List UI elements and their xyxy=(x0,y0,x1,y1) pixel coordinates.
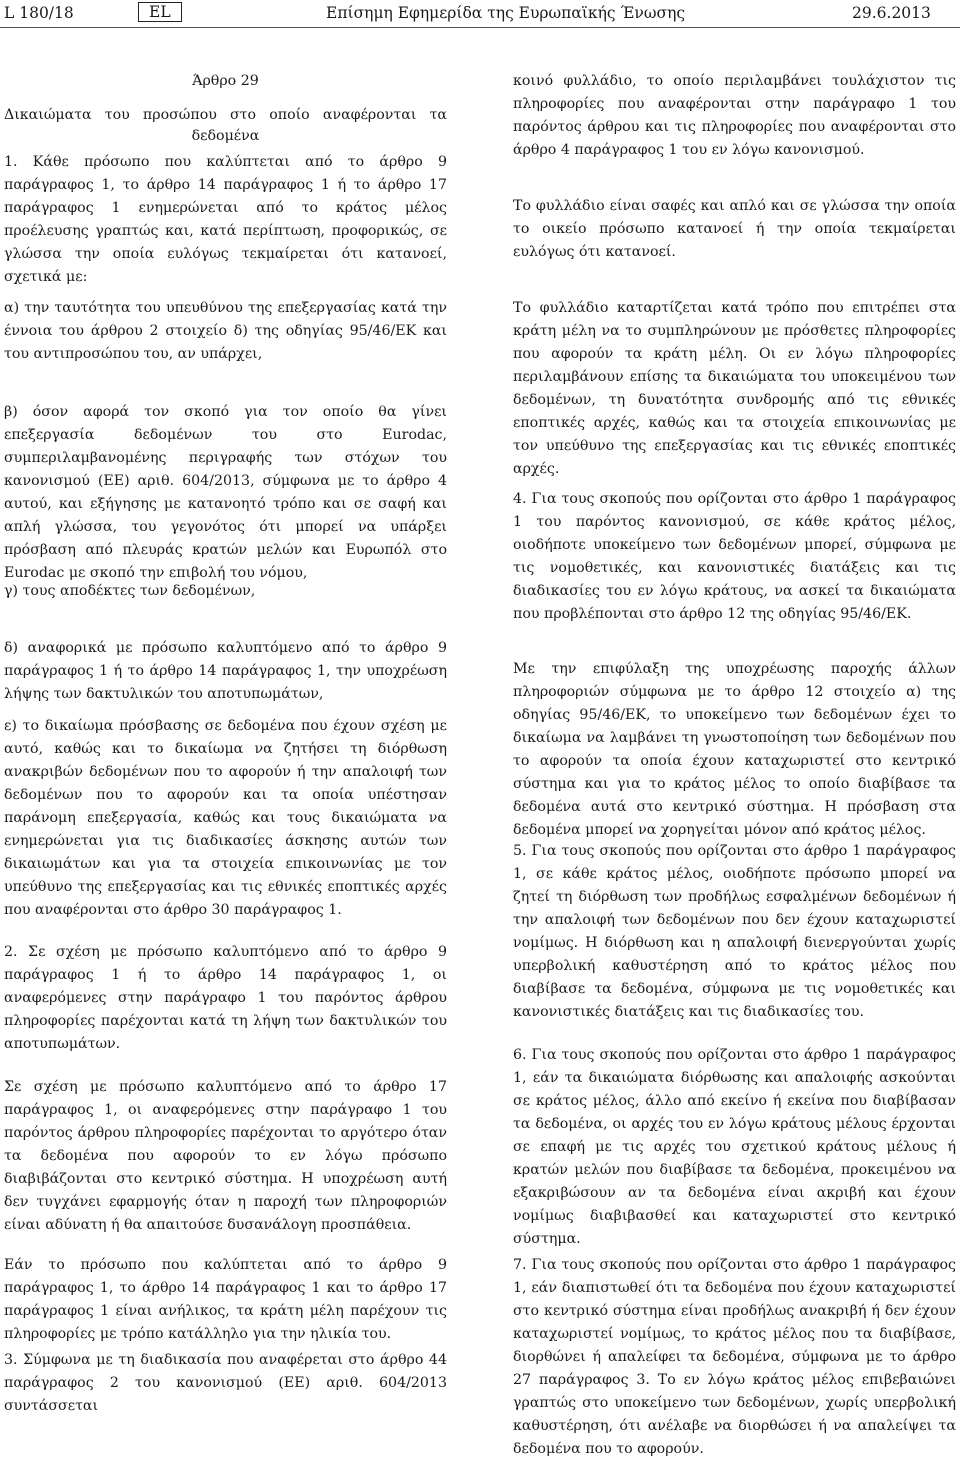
point-b: β) όσον αφορά τον σκοπό για τον οποίο θα γίνει επεξεργασία δεδομένων του στο Eurodac, συμπεριλαμβανομένης περιγραφής των στόχων του κανονισμού (ΕΕ) αριθ. 604/2013, σύμφωνα με το άρθρο 4 αυτού, και εξήγησης με κατανοητό τρόπο και σε σαφή και απλή γλώσσα, του γεγονότος ότι μπορεί να υπάρξει πρόσβαση από πλευράς κρατών μελών και Ευρωπόλ στο Eurodac με σκοπό την επιβολή του νόμου, xyxy=(4,404,447,581)
leaflet-clarity: Το φυλλάδιο είναι σαφές και απλό και σε γλώσσα την οποία το οικείο πρόσωπο κατανοεί ή την οποία τεκμαίρεται ευλόγως ότι κατανοεί. xyxy=(513,198,956,260)
point-e: ε) το δικαίωμα πρόσβασης σε δεδομένα που έχουν σχέση με αυτό, καθώς και το δικαίωμα να ζητήσει τη διόρθωση ανακριβών δεδομένων που το αφορούν ή την απαλοιφή των δεδομένων που το αφορούν και τα οποία υπέστησαν παράνομη επεξεργασία, καθώς και τους δικαιώματα να ενημερώνεται για τις διαδικασίες άσκησης αυτών των δικαιωμάτων και για τα στοιχεία επικοινωνίας με τον υπεύθυνο της επεξεργασίας και τις εθνικές εποπτικές αρχές που αναφέρονται στο άρθρο 30 παράγραφος 1. xyxy=(4,718,447,918)
journal-title: Επίσημη Εφημερίδα της Ευρωπαϊκής Ένωσης xyxy=(326,4,686,22)
paragraph-4: 4. Για τους σκοπούς που ορίζονται στο άρθρο 1 παράγραφος 1 του παρόντος κανονισμού, σε κάθε κράτος μέλος, οιοδήποτε υποκείμενο των δεδομένων μπορεί, σύμφωνα με τις νομοθετικές, και κανονιστικές διατάξεις και τις διαδικασίες του εν λόγω κράτους, να ασκεί τα δικαιώματα που προβλέπονται στο άρθρο 12 της οδηγίας 95/46/ΕΚ. xyxy=(513,491,956,622)
paragraph-7: 7. Για τους σκοπούς που ορίζονται στο άρθρο 1 παράγραφος 1, εάν διαπιστωθεί ότι τα δεδομένα που έχουν καταχωριστεί στο κεντρικό σύστημα είναι προδήλως ανακριβή ή δεν έχουν καταχωριστεί νομίμως, το κράτος μέλος που τα διαβίβασε, διορθώνει ή απαλείφει τα δεδομένα, σύμφωνα με το άρθρο 27 παράγραφος 3. Το εν λόγω κράτος μέλος επιβεβαιώνει γραπτώς στο υποκείμενο των δεδομένων, χωρίς υπερβολική καθυστέρηση, ότι ανέλαβε να διορθώσει ή να απαλείψει τα δεδομένα που το αφορούν. xyxy=(513,1257,956,1457)
paragraph-5: 5. Για τους σκοπούς που ορίζονται στο άρθρο 1 παράγραφος 1, σε κάθε κράτος μέλος, οιοδήποτε πρόσωπο μπορεί να ζητεί τη διόρθωση των προδήλως εσφαλμένων δεδομένων ή την απαλοιφή των δεδομένων που δεν έχουν καταχωριστεί νομίμως. Η διόρθωση και η απαλοιφή διενεργούνται χωρίς υπερβολική καθυστέρηση από το κράτος μέλος που διαβίβασε τα δεδομένα, σύμφωνα με τις νομοθετικές και κανονιστικές διατάξεις και τις διαδικασίες του. xyxy=(513,843,956,1020)
paragraph-2-second: Σε σχέση με πρόσωπο καλυπτόμενο από το άρθρο 17 παράγραφος 1, οι αναφερόμενες στην παράγραφο 1 του παρόντος άρθρου πληροφορίες παρέχονται το αργότερο όταν τα δεδομένα που αφορούν το εν λόγω πρόσωπο διαβιβάζονται στο κεντρικό σύστημα. Η υποχρέωση αυτή δεν τυγχάνει εφαρμογής όταν η παροχή των πληροφοριών είναι αδύνατη ή θα απαιτούσε δυσανάλογη προσπάθεια. xyxy=(4,1079,447,1233)
leaflet-supplement: Το φυλλάδιο καταρτίζεται κατά τρόπο που επιτρέπει στα κράτη μέλη να το συμπληρώνουν με πρόσθετες πληροφορίες που αφορούν τα κράτη μέλη. Οι εν λόγω πληροφορίες περιλαμβάνουν επίσης τα δικαιώματα του υποκειμένου των δεδομένων, τη δυνατότητα συνδρομής από τις εθνικές εποπτικές αρχές, καθώς και τα στοιχεία επικοινωνίας με τον υπεύθυνο της επεξεργασίας και τις εθνικές εποπτικές αρχές. xyxy=(513,300,956,477)
point-d: δ) αναφορικά με πρόσωπο καλυπτόμενο από το άρθρο 9 παράγραφος 1 ή το άρθρο 14 παράγραφος 1, την υποχρέωση λήψης των δακτυλικών του αποτυπωμάτων, xyxy=(4,640,447,702)
page-reference: L 180/18 xyxy=(4,4,74,22)
paragraph-2-third: Εάν το πρόσωπο που καλύπτεται από το άρθρο 9 παράγραφος 1, το άρθρο 14 παράγραφος 1 και το άρθρο 17 παράγραφος 1 είναι ανήλικος, τα κράτη μέλη παρέχουν τις πληροφορίες με τρόπο κατάλληλο για την ηλικία του. xyxy=(4,1257,447,1342)
paragraph-2: 2. Σε σχέση με πρόσωπο καλυπτόμενο από το άρθρο 9 παράγραφος 1 ή το άρθρο 14 παράγραφος 1, οι αναφερόμενες στην παράγραφο 1 του παρόντος άρθρου πληροφορίες παρέχονται κατά τη λήψη των δακτυλικών του αποτυπωμάτων. xyxy=(4,944,447,1052)
paragraph-1: 1. Κάθε πρόσωπο που καλύπτεται από το άρθρο 9 παράγραφος 1, το άρθρο 14 παράγραφος 1 ή το άρθρο 17 παράγραφος 1 ενημερώνεται από το κράτος μέλος προέλευσης γραπτώς και, κατά περίπτωση, προφορικώς, σε γλώσσα την οποία ευλόγως τεκμαίρεται ότι κατανοεί, σχετικά με: xyxy=(4,154,447,285)
point-a: α) την ταυτότητα του υπευθύνου της επεξεργασίας κατά την έννοια του άρθρου 2 στοιχείο δ) της οδηγίας 95/46/ΕΚ και του αντιπροσώπου του, αν υπάρχει, xyxy=(4,300,447,362)
article-number: Άρθρο 29 xyxy=(192,73,259,89)
publication-date: 29.6.2013 xyxy=(852,4,931,22)
leaflet-content: κοινό φυλλάδιο, το οποίο περιλαμβάνει τουλάχιστον τις πληροφορίες που αναφέρονται στην παράγραφο 1 του παρόντος άρθρου και τις πληροφορίες που αναφέρονται στο άρθρο 4 παράγραφος 1 του εν λόγω κανονισμού. xyxy=(513,73,956,158)
point-c: γ) τους αποδέκτες των δεδομένων, xyxy=(4,583,256,599)
page-header xyxy=(0,0,960,26)
article-title-line-2: δεδομένα xyxy=(191,128,260,144)
paragraph-3: 3. Σύμφωνα με τη διαδικασία που αναφέρεται στο άρθρο 44 παράγραφος 2 του κανονισμού (ΕΕ) αριθ. 604/2013 συντάσσεται xyxy=(4,1352,447,1414)
header-rule xyxy=(0,27,960,28)
article-title-line-1: Δικαιώματα του προσώπου στο οποίο αναφέρονται τα xyxy=(4,107,447,123)
paragraph-4-second: Με την επιφύλαξη της υποχρέωσης παροχής άλλων πληροφοριών σύμφωνα με το άρθρο 12 στοιχείο α) της οδηγίας 95/46/ΕΚ, το υποκείμενο των δεδομένων έχει το δικαίωμα να λαμβάνει τη γνωστοποίηση των δεδομένων που το αφορούν τα οποία έχουν καταχωριστεί στο κεντρικό σύστημα και για το κράτος μέλος το οποίο διαβίβασε τα δεδομένα αυτά στο κεντρικό σύστημα. Η πρόσβαση στα δεδομένα μπορεί να χορηγείται μόνον από κράτος μέλος. xyxy=(513,661,956,838)
paragraph-6: 6. Για τους σκοπούς που ορίζονται στο άρθρο 1 παράγραφος 1, εάν τα δικαιώματα διόρθωσης και απαλοιφής ασκούνται σε κράτος μέλος, άλλο από εκείνο ή εκείνα που διαβίβασαν τα δεδομένα, οι αρχές του εν λόγω κράτους μέλους έρχονται σε επαφή με τις αρχές του σχετικού κράτους μέλους ή κρατών μελών που διαβίβασε τα δεδομένα, προκειμένου να εξακριβώσουν αν τα δεδομένα είναι ακριβή και έχουν νομίμως διαβιβασθεί και καταχωριστεί στο κεντρικό σύστημα. xyxy=(513,1047,956,1247)
language-badge: EL xyxy=(138,2,182,22)
